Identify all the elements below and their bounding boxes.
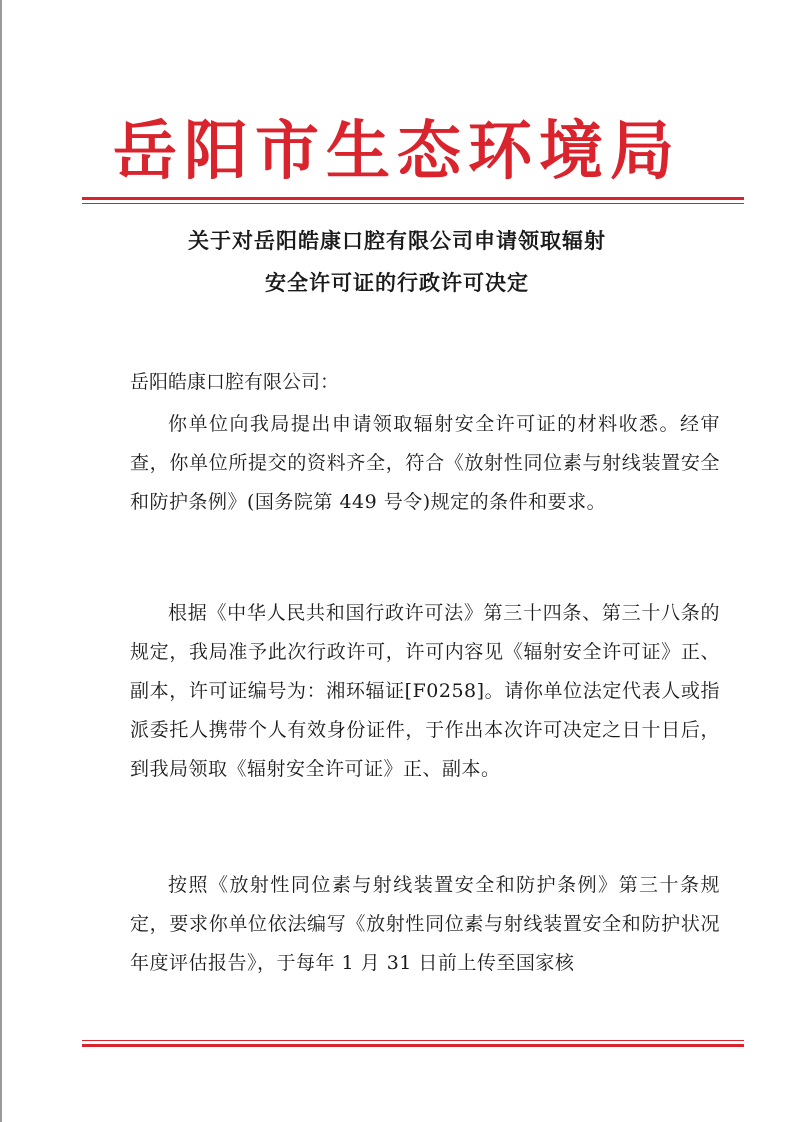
footer-rule-bottom: [82, 1044, 744, 1047]
document-title: [0, 220, 794, 304]
body-paragraph-3: 按照《放射性同位素与射线装置安全和防护条例》第三十条规定，要求你单位依法编写《放射性同位素与射线装置安全和防护状况年度评估报告》，于每年 1 月 31 日前上传至国家核: [130, 874, 720, 974]
letterhead-rule-bottom: [82, 203, 744, 204]
body-paragraph-2: 根据《中华人民共和国行政许可法》第三十四条、第三十八条的规定，我局准予此次行政许可，许可内容见《辐射安全许可证》正、副本，许可证编号为：湘环辐证[F0258]。请你单位法定代表人或指派委托人携带个人有效身份证件，于作出本次许可决定之日十日后，到我局领取《辐射安全许可证》正、副本。: [130, 602, 720, 780]
document-title-line-1: 关于对岳阳皓康口腔有限公司申请领取辐射: [188, 228, 606, 253]
letterhead-org-name: 岳阳市生态环境局: [113, 114, 681, 189]
footer-rule-top: [82, 1040, 744, 1041]
body-paragraph-1: 你单位向我局提出申请领取辐射安全许可证的材料收悉。经审查，你单位所提交的资料齐全，符合《放射性同位素与射线装置安全和防护条例》(国务院第 449 号令)规定的条件和要求。: [130, 413, 720, 513]
salutation: 岳阳皓康口腔有限公司：: [130, 371, 340, 393]
document-title-line-2: 安全许可证的行政许可决定: [265, 270, 529, 295]
letterhead-rule-top: [82, 197, 744, 200]
